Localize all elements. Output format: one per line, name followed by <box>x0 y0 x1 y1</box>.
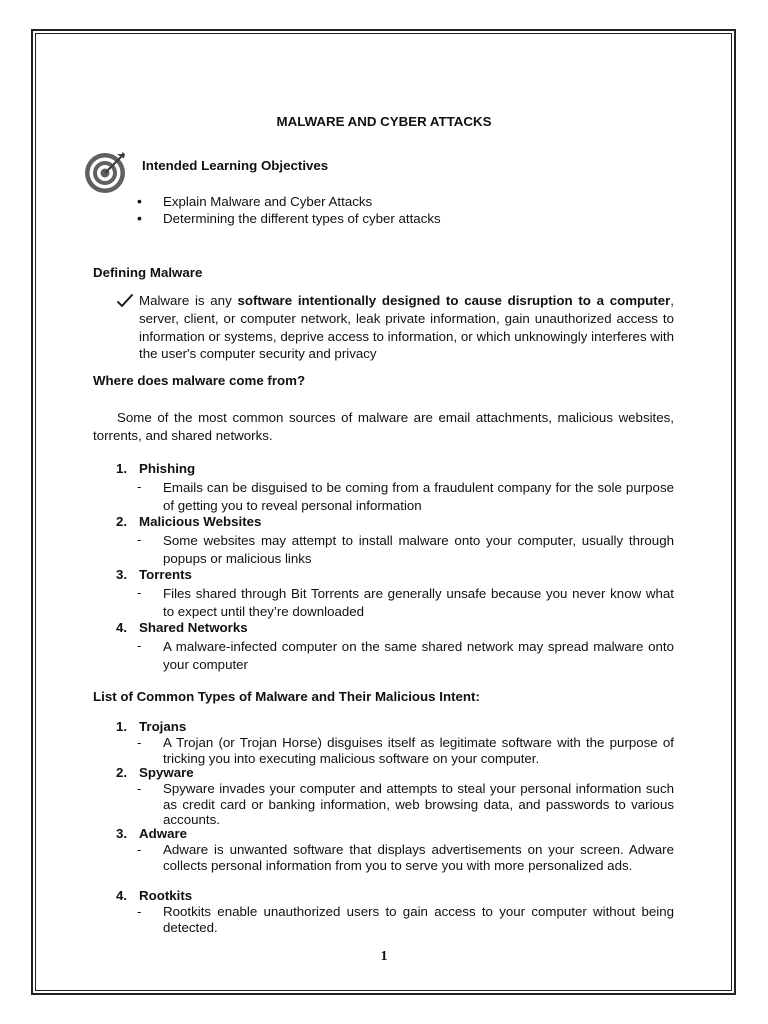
objective-text: Determining the different types of cyber attacks <box>163 211 441 226</box>
objectives-heading: Intended Learning Objectives <box>142 158 329 173</box>
source-title: 4. Shared Networks <box>116 620 248 635</box>
source-title: 2. Malicious Websites <box>116 514 262 529</box>
document-title: MALWARE AND CYBER ATTACKS <box>276 114 492 129</box>
list-item <box>137 193 677 209</box>
source-title: 1. Phishing <box>116 461 196 476</box>
list-item <box>137 210 677 226</box>
checkmark-icon <box>117 294 133 308</box>
sources-intro: Some of the most common sources of malware are email attachments, malicious websites, torrents, and shared networks. <box>93 410 674 443</box>
objective-text: Explain Malware and Cyber Attacks <box>163 194 373 209</box>
definition-emphasis: software intentionally designed to cause disruption to a computer <box>237 293 671 308</box>
bullet-icon: • <box>137 193 142 209</box>
target-icon <box>84 151 128 195</box>
malware-type-title: 3. Adware <box>116 826 188 841</box>
malware-type-title: 1. Trojans <box>116 719 187 734</box>
source-title: 3. Torrents <box>116 567 192 582</box>
malware-types-heading: List of Common Types of Malware and Their Malicious Intent: <box>93 689 480 704</box>
malware-type-title: 2. Spyware <box>116 765 194 780</box>
malware-type-title: 4. Rootkits <box>116 888 193 903</box>
defining-malware-heading: Defining Malware <box>93 265 203 280</box>
definition-text: Malware is any software intentionally designed to cause disruption to a computer, server, client, or computer network, leak private information, gain unauthorized access to information or systems, deprive access to information, or which unknowingly interferes with the user's computer security and privacy <box>139 293 674 362</box>
malware-sources-heading: Where does malware come from? <box>93 373 306 388</box>
page-number: 1 <box>380 949 388 964</box>
bullet-icon: • <box>137 210 142 226</box>
